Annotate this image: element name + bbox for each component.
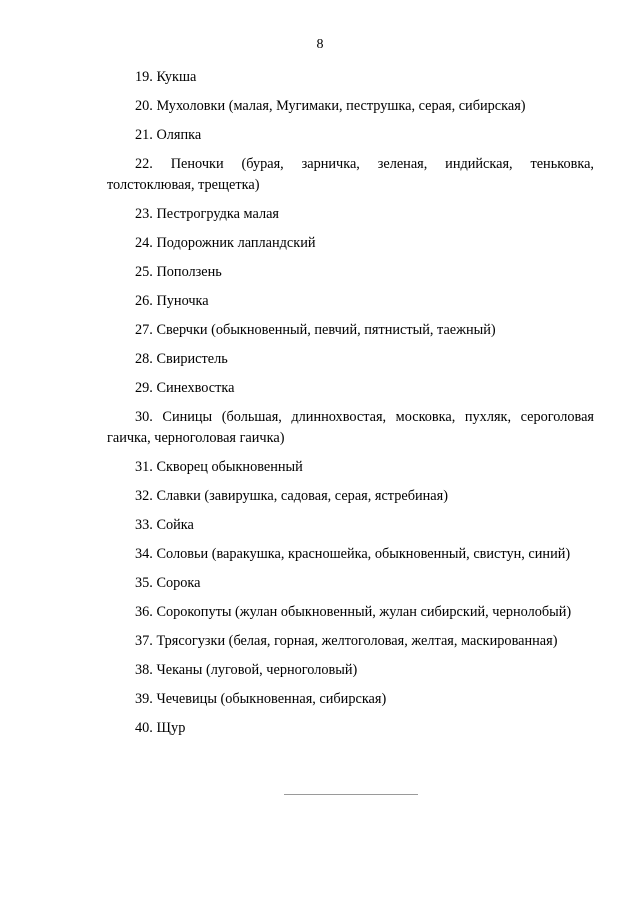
page-number: 8 — [316, 37, 324, 52]
list-item: 26. Пуночка — [135, 293, 209, 309]
list-item: 39. Чечевицы (обыкновенная, сибирская) — [135, 691, 387, 707]
list-item: 27. Сверчки (обыкновенный, певчий, пятнистый, таежный) — [135, 322, 496, 338]
bird-species-list — [107, 67, 594, 747]
list-item: 30. Синицы (большая, длиннохвостая, московка, пухляк, сероголовая гаичка, черноголовая гаичка) — [107, 409, 594, 446]
list-item: 31. Скворец обыкновенный — [135, 459, 303, 475]
list-item: 25. Поползень — [135, 264, 222, 280]
list-item: 34. Соловьи (варакушка, красношейка, обыкновенный, свистун, синий) — [135, 546, 571, 562]
list-item: 36. Сорокопуты (жулан обыкновенный, жулан сибирский, чернолобый) — [135, 604, 572, 620]
list-item: 21. Оляпка — [135, 127, 202, 143]
list-item: 38. Чеканы (луговой, черноголовый) — [135, 662, 358, 678]
list-item: 29. Синехвостка — [135, 380, 235, 396]
list-item: 35. Сорока — [135, 575, 201, 591]
list-item: 19. Кукша — [135, 69, 197, 85]
list-item: 32. Славки (завирушка, садовая, серая, ястребиная) — [135, 488, 448, 504]
list-item: 20. Мухоловки (малая, Мугимаки, пеструшка, серая, сибирская) — [135, 98, 526, 114]
list-item: 28. Свиристель — [135, 351, 228, 367]
list-item: 24. Подорожник лапландский — [135, 235, 316, 251]
list-item: 40. Щур — [135, 720, 186, 736]
end-divider — [284, 794, 418, 795]
list-item: 37. Трясогузки (белая, горная, желтоголовая, желтая, маскированная) — [135, 633, 558, 649]
list-item: 22. Пеночки (бурая, зарничка, зеленая, индийская, теньковка, толстоклювая, трещетка) — [107, 156, 594, 193]
list-item: 33. Сойка — [135, 517, 194, 533]
list-item: 23. Пестрогрудка малая — [135, 206, 280, 222]
